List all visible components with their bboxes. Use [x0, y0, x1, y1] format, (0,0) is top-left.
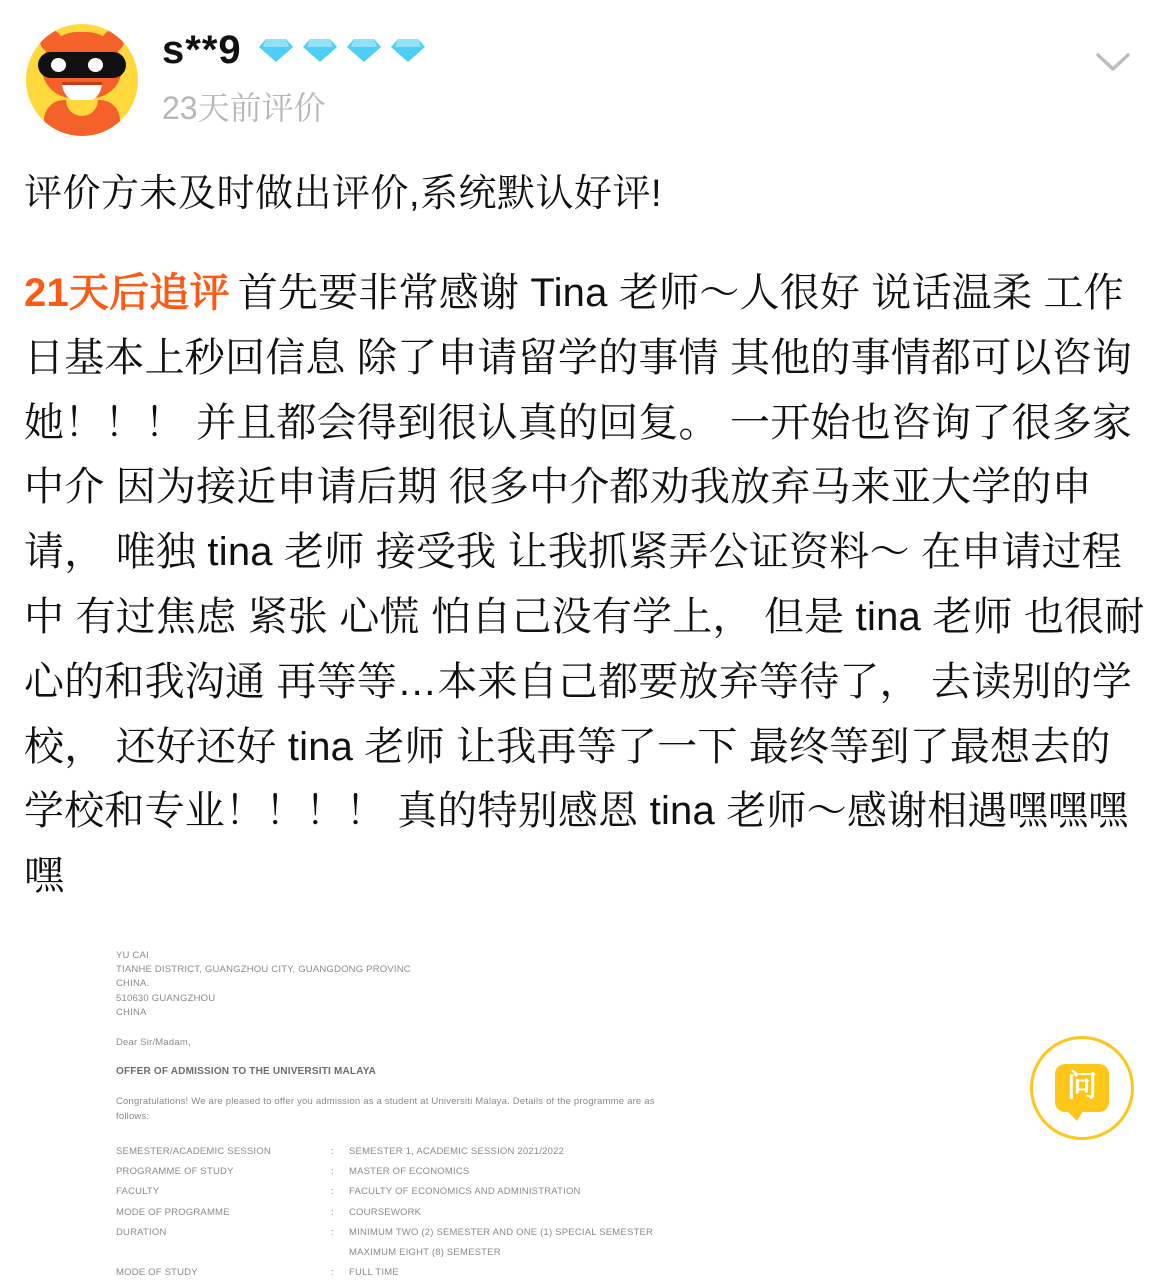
detail-colon: : — [331, 1166, 334, 1178]
ask-label: 问 — [1067, 1070, 1097, 1103]
level-gems — [258, 37, 426, 63]
offer-letter-image[interactable] — [116, 937, 736, 1284]
addressee-line: CHINA — [116, 1006, 147, 1018]
detail-key: PROGRAMME OF STUDY — [116, 1166, 234, 1178]
review-time: 23天前评价 — [162, 90, 326, 126]
addressee-block — [116, 949, 736, 1020]
detail-value: MASTER OF ECONOMICS — [349, 1166, 470, 1178]
table-row — [116, 1182, 736, 1202]
offer-details-table — [116, 1142, 736, 1284]
detail-key: FACULTY — [116, 1186, 160, 1198]
detail-value: FACULTY OF ECONOMICS AND ADMINISTRATION — [349, 1186, 581, 1198]
detail-colon: : — [331, 1145, 334, 1157]
detail-key: DURATION — [116, 1226, 167, 1238]
detail-value: COURSEWORK — [349, 1206, 422, 1218]
detail-value: MAXIMUM EIGHT (8) SEMESTER — [349, 1247, 501, 1259]
gem-icon — [302, 37, 338, 63]
detail-colon: : — [331, 1226, 334, 1238]
avatar-eye-left — [51, 58, 66, 72]
table-row — [116, 1263, 736, 1283]
table-row — [116, 1142, 736, 1162]
first-review-text: 评价方未及时做出评价,系统默认好评! — [24, 173, 663, 215]
followup-tag: 21天后追评 — [24, 271, 230, 315]
offer-paragraph: Congratulations! We are pleased to offer you admission as a student at Universiti Malaya. Details of the programme are as follows: — [116, 1096, 655, 1122]
avatar[interactable] — [26, 24, 138, 136]
detail-value: SEMESTER 1, ACADEMIC SESSION 2021/2022 — [349, 1145, 565, 1157]
gem-icon — [258, 37, 294, 63]
table-row — [116, 1162, 736, 1182]
detail-value: MINIMUM TWO (2) SEMESTER AND ONE (1) SPECIAL SEMESTER — [349, 1226, 654, 1238]
detail-colon: : — [331, 1206, 334, 1218]
detail-key: MODE OF STUDY — [116, 1267, 198, 1279]
addressee-line: TIANHE DISTRICT, GUANGZHOU CITY, GUANGDONG PROVINC — [116, 964, 411, 976]
table-row — [116, 1243, 736, 1263]
gem-icon — [390, 37, 426, 63]
detail-colon — [331, 1243, 349, 1263]
offer-subject: OFFER OF ADMISSION TO THE UNIVERSITI MALAYA — [116, 1066, 377, 1078]
addressee-line: YU CAI — [116, 949, 149, 961]
gem-icon — [346, 37, 382, 63]
detail-key: SEMESTER/ACADEMIC SESSION — [116, 1145, 271, 1157]
username-row — [162, 30, 1144, 70]
offer-letter-content — [116, 937, 736, 1284]
detail-key — [116, 1243, 331, 1263]
username: s**9 — [162, 28, 242, 72]
detail-colon: : — [331, 1186, 334, 1198]
detail-colon: : — [331, 1267, 334, 1279]
detail-value: FULL TIME — [349, 1267, 399, 1279]
avatar-eye-right — [88, 58, 103, 72]
addressee-line: 510630 GUANGZHOU — [116, 992, 216, 1004]
ask-floating-button[interactable] — [1030, 1036, 1134, 1140]
review-content — [0, 138, 1170, 1284]
user-block — [162, 24, 1144, 124]
followup-review — [24, 261, 1148, 909]
table-row — [116, 1203, 736, 1223]
detail-key: MODE OF PROGRAMME — [116, 1206, 230, 1218]
table-row — [116, 1223, 736, 1243]
followup-text: 首先要非常感谢 Tina 老师～人很好 说话温柔 工作日基本上秒回信息 除了申请留学的事情 其他的事情都可以咨询她！！！ 并且都会得到很认真的回复。 一开始也咨询了很多家中介 因为接近申请后期 很多中介都劝我放弃马来亚大学的申请， 唯独 tina 老师 接受我 让我抓紧弄公证资料～ 在申请过程中 有过焦虑 紧张 心慌 怕自己没有学上， 但是 tina 老师 也很耐心的和我沟通 再等等…本来自己都要放弃等待了， 去读别的学校， 还好还好 tina 老师 让我再等了一下 最终等到了最想去的学校和专业！！！！ 真的特别感恩 tina 老师～感谢相遇嘿嘿嘿嘿 — [24, 271, 1145, 899]
salutation: Dear Sir/Madam, — [116, 1037, 191, 1049]
speech-bubble-icon — [1055, 1064, 1109, 1112]
review-header — [0, 0, 1170, 138]
addressee-line: CHINA. — [116, 978, 150, 990]
chevron-down-icon[interactable] — [1090, 38, 1136, 84]
